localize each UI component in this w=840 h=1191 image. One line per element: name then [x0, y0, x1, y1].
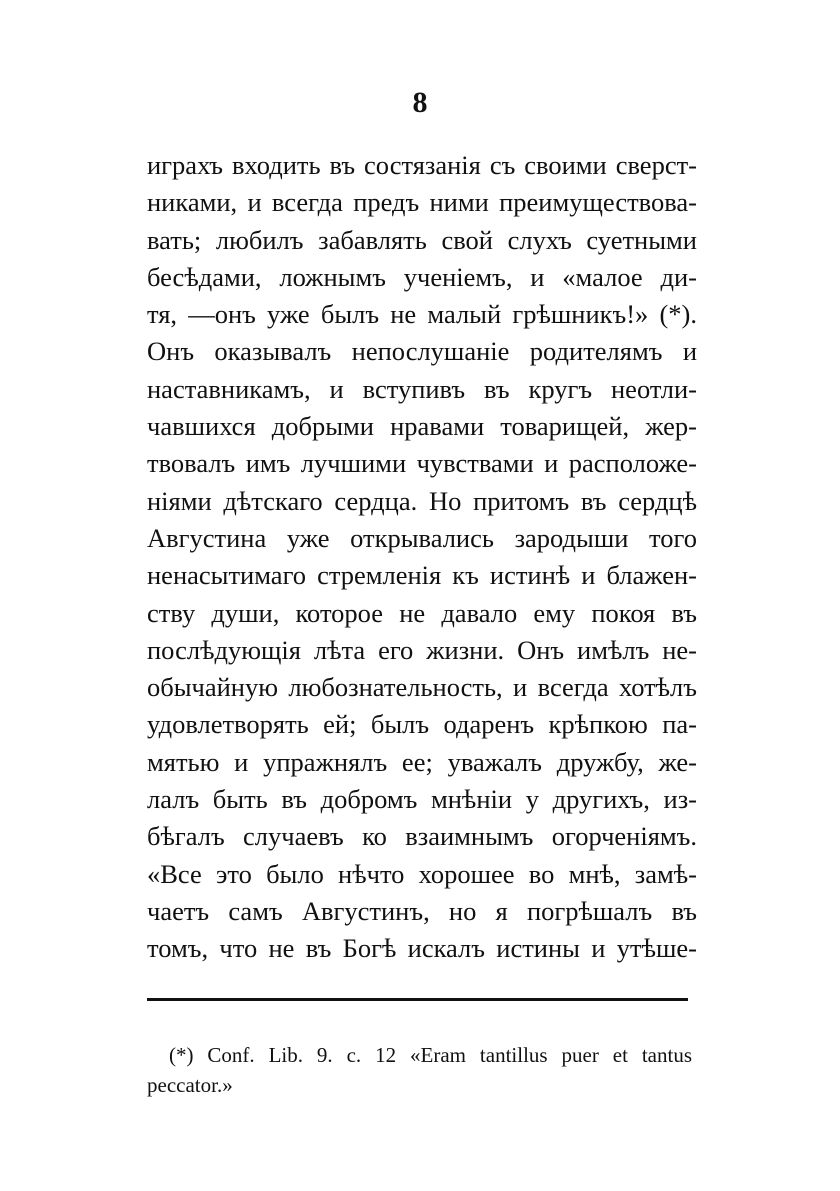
text-line: никами, и всегда предъ ними преимуществова- [147, 187, 697, 218]
text-line: ніями дѣтскаго сердца. Но притомъ въ сердцѣ [147, 485, 697, 516]
text-line: Августина уже открывались зародыши того [147, 522, 697, 553]
text-line: бесѣдами, ложнымъ ученіемъ, и «малое ди- [147, 261, 697, 292]
text-line: мятью и упражнялъ ее; уважалъ дружбу, же- [147, 746, 697, 777]
text-line: чаетъ самъ Августинъ, но я погрѣшалъ въ [147, 895, 697, 926]
text-line: наставникамъ, и вступивъ въ кругъ неотли- [147, 373, 697, 404]
text-line: ству души, которое не давало ему покоя въ [147, 597, 697, 628]
text-line: «Все это было нѣчто хорошее во мнѣ, замѣ- [147, 858, 697, 889]
footnote-divider [147, 998, 688, 1001]
text-line: лалъ быть въ добромъ мнѣніи у другихъ, из- [147, 784, 697, 815]
text-line: удовлетворять ей; былъ одаренъ крѣпкою па- [147, 709, 697, 740]
text-line: бѣгалъ случаевъ ко взаимнымъ огорченіямъ. [147, 821, 697, 852]
text-line: твовалъ имъ лучшими чувствами и расположе- [147, 448, 697, 479]
footnote-line: (*) Conf. Lib. 9. c. 12 «Eram tantillus puer et tantus [169, 1043, 692, 1067]
text-line: ненасытимаго стремленія къ истинѣ и блажен- [147, 560, 697, 591]
text-line: играхъ входить въ состязанія съ своими сверст- [147, 150, 697, 180]
text-line: вать; любилъ забавлять свой слухъ суетными [147, 224, 697, 255]
footnote-line: peccator.» [147, 1073, 233, 1097]
text-line: тя, —онъ уже былъ не малый грѣшникъ!» (*). [147, 299, 697, 330]
body-text [147, 147, 697, 968]
footnote [147, 1040, 692, 1100]
text-line: Онъ оказывалъ непослушаніе родителямъ и [147, 336, 697, 367]
text-line: послѣдующія лѣта его жизни. Онъ имѣлъ не- [147, 634, 697, 665]
text-line: томъ, что не въ Богѣ искалъ истины и утѣше- [147, 933, 697, 964]
page-number: 8 [412, 86, 428, 119]
text-line: чавшихся добрыми нравами товарищей, жер- [147, 411, 697, 442]
text-line: обычайную любознательность, и всегда хотѣлъ [147, 672, 697, 703]
